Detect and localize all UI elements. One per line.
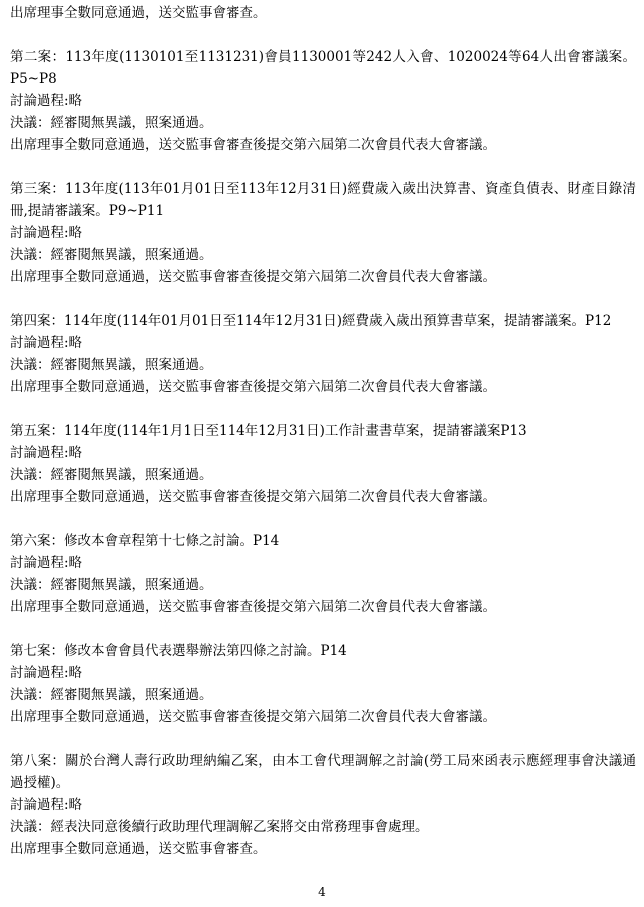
document-page — [10, 0, 636, 860]
case-7 — [10, 640, 636, 728]
case-result: 出席理事全數同意通過，送交監事會審查後提交第六屆第二次會員代表大會審議。 — [10, 137, 496, 153]
page-number: 4 — [318, 885, 326, 899]
case-discussion: 討論過程:略 — [10, 225, 83, 241]
case-result: 出席理事全數同意通過，送交監事會審查後提交第六屆第二次會員代表大會審議。 — [10, 599, 496, 615]
case-resolution: 決議：經審閱無異議，照案通過。 — [10, 357, 213, 373]
case-discussion: 討論過程:略 — [10, 665, 83, 681]
case-4 — [10, 310, 636, 398]
case-resolution: 決議：經表決同意後續行政助理代理調解乙案將交由常務理事會處理。 — [10, 819, 429, 835]
case-8 — [10, 750, 636, 860]
case-discussion: 討論過程:略 — [10, 555, 83, 571]
case-title: 第六案：修改本會章程第十七條之討論。P14 — [10, 533, 280, 549]
case-title: 第五案：114年度(114年1月1日至114年12月31日)工作計畫書草案，提請審議案P13 — [10, 423, 527, 439]
intro-text: 出席理事全數同意通過，送交監事會審查。 — [10, 5, 267, 21]
case-2 — [10, 46, 636, 156]
case-title: 第二案：113年度(1130101至1131231)會員1130001等242人入會、1020024等64人出會審議案。P5~P8 — [10, 49, 636, 87]
case-title: 第三案：113年度(113年01月01日至113年12月31日)經費歲入歲出決算書、資產負債表、財產目錄清冊,提請審議案。P9~P11 — [10, 181, 636, 219]
case-discussion: 討論過程:略 — [10, 93, 83, 109]
case-result: 出席理事全數同意通過，送交監事會審查後提交第六屆第二次會員代表大會審議。 — [10, 269, 496, 285]
case-discussion: 討論過程:略 — [10, 797, 83, 813]
case-result: 出席理事全數同意通過，送交監事會審查後提交第六屆第二次會員代表大會審議。 — [10, 489, 496, 505]
case-discussion: 討論過程:略 — [10, 335, 83, 351]
case-result: 出席理事全數同意通過，送交監事會審查。 — [10, 841, 267, 857]
case-resolution: 決議：經審閱無異議，照案通過。 — [10, 467, 213, 483]
case-resolution: 決議：經審閱無異議，照案通過。 — [10, 247, 213, 263]
case-3 — [10, 178, 636, 288]
case-6 — [10, 530, 636, 618]
case-5 — [10, 420, 636, 508]
case-resolution: 決議：經審閱無異議，照案通過。 — [10, 577, 213, 593]
case-resolution: 決議：經審閱無異議，照案通過。 — [10, 115, 213, 131]
case-result: 出席理事全數同意通過，送交監事會審查後提交第六屆第二次會員代表大會審議。 — [10, 709, 496, 725]
case-discussion: 討論過程:略 — [10, 445, 83, 461]
case-title: 第四案：114年度(114年01月01日至114年12月31日)經費歲入歲出預算書草案，提請審議案。P12 — [10, 313, 612, 329]
case-title: 第七案：修改本會會員代表選舉辦法第四條之討論。P14 — [10, 643, 347, 659]
case-resolution: 決議：經審閱無異議，照案通過。 — [10, 687, 213, 703]
case-title: 第八案：關於台灣人壽行政助理納編乙案，由本工會代理調解之討論(勞工局來函表示應經理事會決議通過授權)。 — [10, 753, 636, 791]
case-result: 出席理事全數同意通過，送交監事會審查後提交第六屆第二次會員代表大會審議。 — [10, 379, 496, 395]
